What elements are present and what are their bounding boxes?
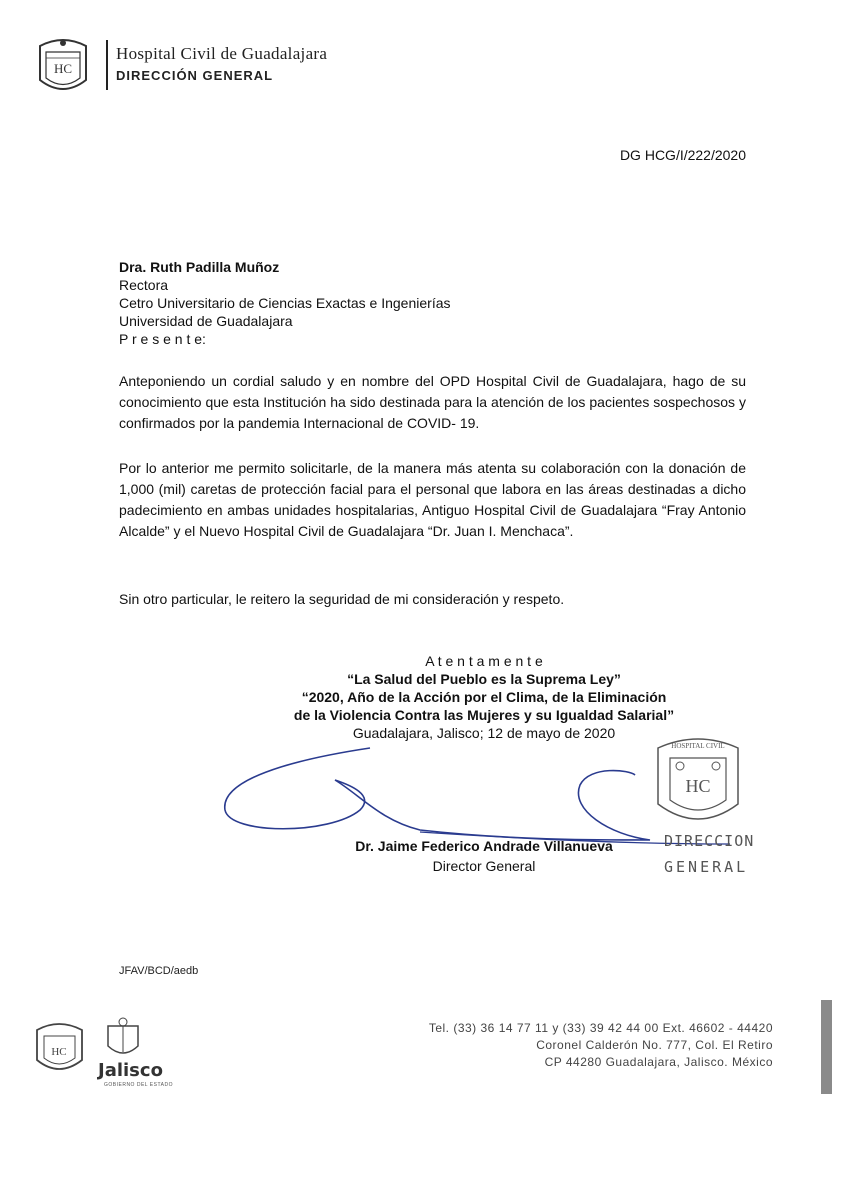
svg-text:HC: HC (685, 776, 711, 796)
footer-city: CP 44280 Guadalajara, Jalisco. México (544, 1055, 773, 1069)
seal-text-line-1: DIRECCION (664, 832, 755, 850)
reference-number: DG HCG/I/222/2020 (619, 147, 746, 163)
presente: P r e s e n t e: (119, 331, 206, 347)
jalisco-logo-text: Jalisco (98, 1060, 163, 1081)
svg-text:HC: HC (53, 61, 73, 76)
body-paragraph-2: Por lo anterior me permito solicitarle, de la manera más atenta su colaboración con la donación de 1,000 (mil) caretas de protección facial para el personal que labora en las áreas destinadas a dicho padecimiento en ambas unidades hospitalarias, Antiguo Hospital Civil de Guadalajara “Fray Antonio Alcalde” y el Nuevo Hospital Civil de Guadalajara “Dr. Juan I. Menchaca”. (119, 460, 746, 539)
footer-contact (429, 1020, 773, 1071)
recipient-university: Universidad de Guadalajara (119, 313, 293, 329)
closing-block (200, 652, 768, 742)
hospital-footer-crest-icon (32, 1018, 87, 1080)
svg-text:HC: HC (51, 1046, 67, 1058)
seal-ring-text: HOSPITAL CIVIL (671, 742, 725, 750)
footer-phone: Tel. (33) 36 14 77 11 y (33) 39 42 44 00 Ext. 46602 - 44420 (428, 1021, 773, 1035)
body-paragraph-1: Anteponiendo un cordial saludo y en nombre del OPD Hospital Civil de Guadalajara, hago de su conocimiento que esta Institución ha sido destinada para la atención de los pacientes sospechosos y confirmados por la pandemia Internacional de COVID- 19. (119, 373, 746, 431)
hospital-crest-icon (34, 36, 92, 100)
body-paragraph-3: Sin otro particular, le reitero la seguridad de mi consideración y respeto. (119, 591, 565, 607)
department-name: DIRECCIÓN GENERAL (116, 68, 274, 83)
header-divider (106, 40, 108, 90)
seal-text-line-2: GENERAL (664, 858, 749, 876)
year-slogan-line-2: de la Violencia Contra las Mujeres y su Igualdad Salarial” (293, 707, 675, 723)
recipient-block (119, 258, 451, 348)
scan-edge-bar (821, 1000, 832, 1094)
place-date: Guadalajara, Jalisco; 12 de mayo de 2020 (352, 725, 616, 741)
initials: JFAV/BCD/aedb (119, 965, 199, 977)
signatory-name: Dr. Jaime Federico Andrade Villanueva (355, 838, 613, 854)
recipient-title: Rectora (119, 277, 169, 293)
recipient-name: Dra. Ruth Padilla Muñoz (119, 259, 280, 275)
recipient-center: Cetro Universitario de Ciencias Exactas e Ingenierías (119, 295, 451, 311)
atentamente: A t e n t a m e n t e (425, 653, 543, 669)
signatory-block (200, 836, 768, 876)
jalisco-logo-subtext: GOBIERNO DEL ESTADO (104, 1082, 173, 1088)
footer-address: Coronel Calderón No. 777, Col. El Retiro (536, 1038, 773, 1052)
year-slogan-line-1: “2020, Año de la Acción por el Clima, de la Eliminación (301, 689, 667, 705)
jalisco-crest-icon (100, 1016, 146, 1064)
signatory-role: Director General (432, 858, 536, 874)
institution-name: Hospital Civil de Guadalajara (116, 44, 328, 63)
motto: “La Salud del Pueblo es la Suprema Ley” (347, 671, 621, 687)
official-seal (650, 734, 746, 834)
